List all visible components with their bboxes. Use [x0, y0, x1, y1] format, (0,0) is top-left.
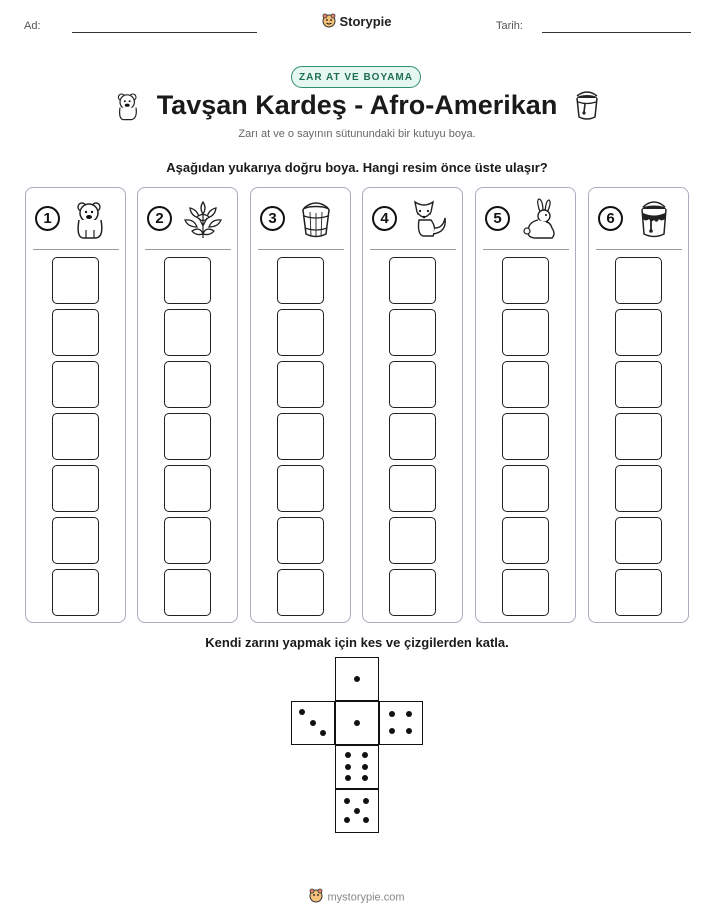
column-number: 5 [485, 206, 510, 231]
column-number: 1 [35, 206, 60, 231]
column-5 [475, 187, 576, 623]
column-2 [137, 187, 238, 623]
dice-pip [344, 817, 350, 823]
coloring-box[interactable] [502, 257, 549, 304]
bear-icon [68, 198, 114, 240]
column-divider [33, 249, 119, 250]
coloring-box[interactable] [502, 569, 549, 616]
column-divider [145, 249, 231, 250]
rabbit-icon [518, 198, 564, 240]
dice-face [291, 701, 335, 745]
dice-pip [406, 711, 412, 717]
coloring-box[interactable] [277, 413, 324, 460]
footer [0, 888, 714, 907]
coloring-box[interactable] [277, 465, 324, 512]
subtitle: Zarı at ve o sayının sütunundaki bir kutuyu boya. [238, 128, 476, 140]
coloring-box[interactable] [389, 413, 436, 460]
dice-pip [363, 817, 369, 823]
coloring-box[interactable] [52, 361, 99, 408]
dice-pip [310, 720, 316, 726]
dice-instruction: Kendi zarını yapmak için kes ve çizgilerden katla. [205, 635, 509, 650]
date-label: Tarih: [496, 20, 523, 32]
dice-pip [345, 764, 351, 770]
coloring-box[interactable] [389, 569, 436, 616]
activity-badge: ZAR AT VE BOYAMA [291, 66, 421, 88]
coloring-box[interactable] [164, 517, 211, 564]
coloring-box[interactable] [389, 257, 436, 304]
coloring-box[interactable] [277, 309, 324, 356]
coloring-box[interactable] [615, 569, 662, 616]
coloring-box[interactable] [164, 257, 211, 304]
coloring-box[interactable] [389, 309, 436, 356]
coloring-box[interactable] [389, 517, 436, 564]
footer-url[interactable]: mystorypie.com [327, 891, 405, 904]
coloring-box[interactable] [502, 465, 549, 512]
fox-icon [405, 198, 451, 240]
dice-pip [389, 711, 395, 717]
dice-pip [344, 798, 350, 804]
coloring-box[interactable] [389, 361, 436, 408]
coloring-box[interactable] [164, 569, 211, 616]
column-4 [362, 187, 463, 623]
coloring-box[interactable] [502, 413, 549, 460]
column-number: 3 [260, 206, 285, 231]
coloring-box[interactable] [277, 569, 324, 616]
dice-face [335, 789, 379, 833]
coloring-box[interactable] [52, 257, 99, 304]
dice-pip [406, 728, 412, 734]
coloring-box[interactable] [615, 413, 662, 460]
coloring-box[interactable] [52, 569, 99, 616]
column-divider [596, 249, 682, 250]
coloring-box[interactable] [164, 361, 211, 408]
name-label: Ad: [24, 20, 41, 32]
coloring-box[interactable] [277, 517, 324, 564]
page-title: Tavşan Kardeş - Afro-Amerikan [156, 90, 558, 120]
coloring-box[interactable] [164, 309, 211, 356]
dice-pip [354, 676, 360, 682]
coloring-box[interactable] [52, 517, 99, 564]
dice-pip [299, 709, 305, 715]
dice-pip [362, 752, 368, 758]
dice-pip [362, 775, 368, 781]
coloring-box[interactable] [164, 465, 211, 512]
instruction: Aşağıdan yukarıya doğru boya. Hangi resim önce üste ulaşır? [166, 160, 548, 175]
coloring-box[interactable] [615, 465, 662, 512]
title-bucket-icon [572, 90, 602, 127]
column-3 [250, 187, 351, 623]
dice-pip [363, 798, 369, 804]
footer-logo-icon [309, 888, 323, 907]
coloring-box[interactable] [615, 361, 662, 408]
coloring-box[interactable] [502, 361, 549, 408]
coloring-box[interactable] [615, 257, 662, 304]
tar-bucket-icon [631, 198, 677, 240]
bush-icon [180, 198, 226, 240]
dice-pip [345, 775, 351, 781]
coloring-box[interactable] [389, 465, 436, 512]
brand-name: Storypie [339, 13, 392, 29]
coloring-box[interactable] [52, 309, 99, 356]
column-number: 6 [598, 206, 623, 231]
storypie-logo-icon [322, 13, 336, 32]
coloring-box[interactable] [52, 465, 99, 512]
dice-pip [354, 808, 360, 814]
coloring-box[interactable] [277, 361, 324, 408]
date-line[interactable] [542, 32, 691, 33]
coloring-box[interactable] [164, 413, 211, 460]
coloring-box[interactable] [502, 309, 549, 356]
dice-face [335, 657, 379, 701]
dice-pip [345, 752, 351, 758]
dice-face [379, 701, 423, 745]
coloring-box[interactable] [615, 517, 662, 564]
dice-face [335, 745, 379, 789]
column-1 [25, 187, 126, 623]
coloring-box[interactable] [615, 309, 662, 356]
coloring-box[interactable] [502, 517, 549, 564]
column-divider [370, 249, 456, 250]
bucket-icon [293, 198, 339, 240]
column-number: 2 [147, 206, 172, 231]
dice-face [335, 701, 379, 745]
dice-pip [320, 730, 326, 736]
coloring-box[interactable] [277, 257, 324, 304]
column-divider [258, 249, 344, 250]
name-line[interactable] [72, 32, 257, 33]
column-divider [483, 249, 569, 250]
dice-pip [389, 728, 395, 734]
column-number: 4 [372, 206, 397, 231]
dice-pip [362, 764, 368, 770]
dice-pip [354, 720, 360, 726]
brand [0, 13, 714, 32]
column-6 [588, 187, 689, 623]
coloring-box[interactable] [52, 413, 99, 460]
